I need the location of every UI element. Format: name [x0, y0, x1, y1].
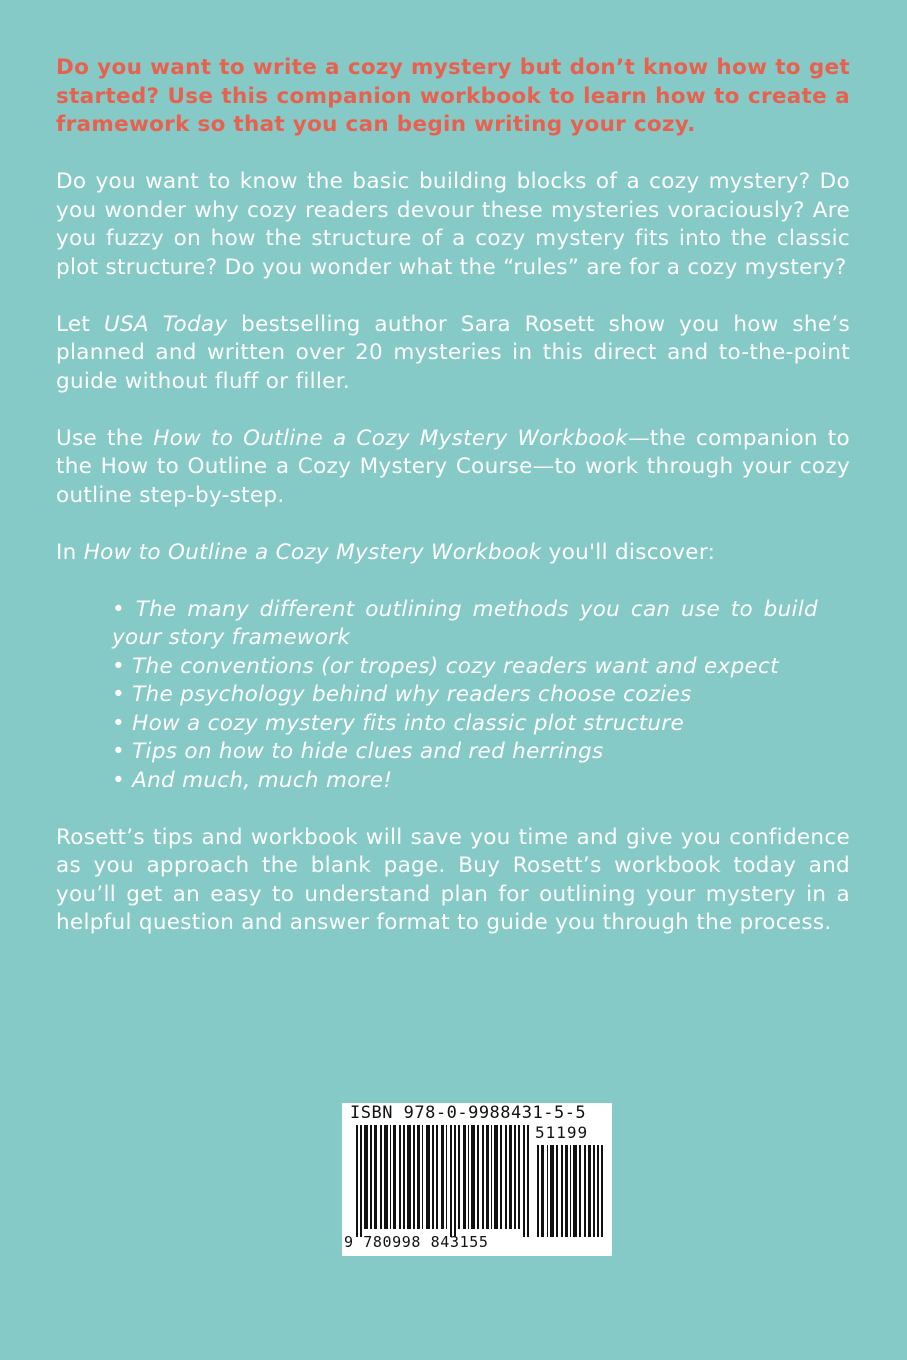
feature-list	[56, 596, 850, 796]
workbook-title: How to Outline a Cozy Mystery Workbook	[153, 425, 629, 451]
isbn-label: ISBN 978-0-9988431-5-5	[350, 1103, 587, 1123]
questions-paragraph: Do you want to know the basic building blocks of a cozy mystery? Do you wonder why cozy readers devour these mysteries voraciously? Are you fuzzy on how the structure of a cozy mystery fits into the classic plot structure? Do you wonder what the “rules” are for a cozy mystery?	[56, 169, 850, 280]
discover-post: you'll discover:	[541, 539, 716, 565]
list-item: • And much, much more!	[112, 767, 393, 793]
author-paragraph	[56, 311, 850, 397]
usage-pre: Use the	[56, 425, 154, 451]
isbn-barcode	[342, 1103, 612, 1256]
list-item: • How a cozy mystery fits into classic plot structure	[112, 710, 685, 736]
barcode-digits: 9 780998 843155	[344, 1233, 489, 1251]
list-item: • The many different outlining methods you can use to build your story framework	[112, 596, 818, 650]
back-cover-text	[56, 54, 850, 966]
list-item: • Tips on how to hide clues and red herrings	[112, 739, 604, 764]
list-item: • The conventions (or tropes) cozy readers want and expect	[112, 653, 779, 679]
discover-paragraph	[56, 539, 850, 568]
publication-name: USA Today	[103, 311, 228, 337]
closing-paragraph: Rosett’s tips and workbook will save you time and give you confidence as you approach the blank page. Buy Rosett’s workbook today and you’ll get an easy to understand plan for outlining your mystery in a helpful question and answer format to guide you through the process.	[56, 824, 850, 935]
list-item: • The psychology behind why readers choose cozies	[112, 682, 692, 707]
author-pre: Let	[56, 311, 104, 337]
usage-paragraph	[56, 425, 850, 511]
price-addon: 51199	[535, 1123, 589, 1142]
author-post: bestselling author Sara Rosett show you how she’s planned and written over 20 mysteries in this direct and to-the-point guide without fluff or filler.	[56, 311, 850, 394]
discover-title: How to Outline a Cozy Mystery Workbook	[83, 539, 542, 565]
usage-post: —the companion to the How to Outline a Cozy Mystery Course—to work through your cozy outline step-by-step.	[56, 425, 850, 508]
intro-paragraph: Do you want to write a cozy mystery but don’t know how to get started? Use this companion workbook to learn how to create a framework so that you can begin writing your cozy.	[56, 55, 850, 137]
discover-pre: In	[56, 539, 84, 565]
